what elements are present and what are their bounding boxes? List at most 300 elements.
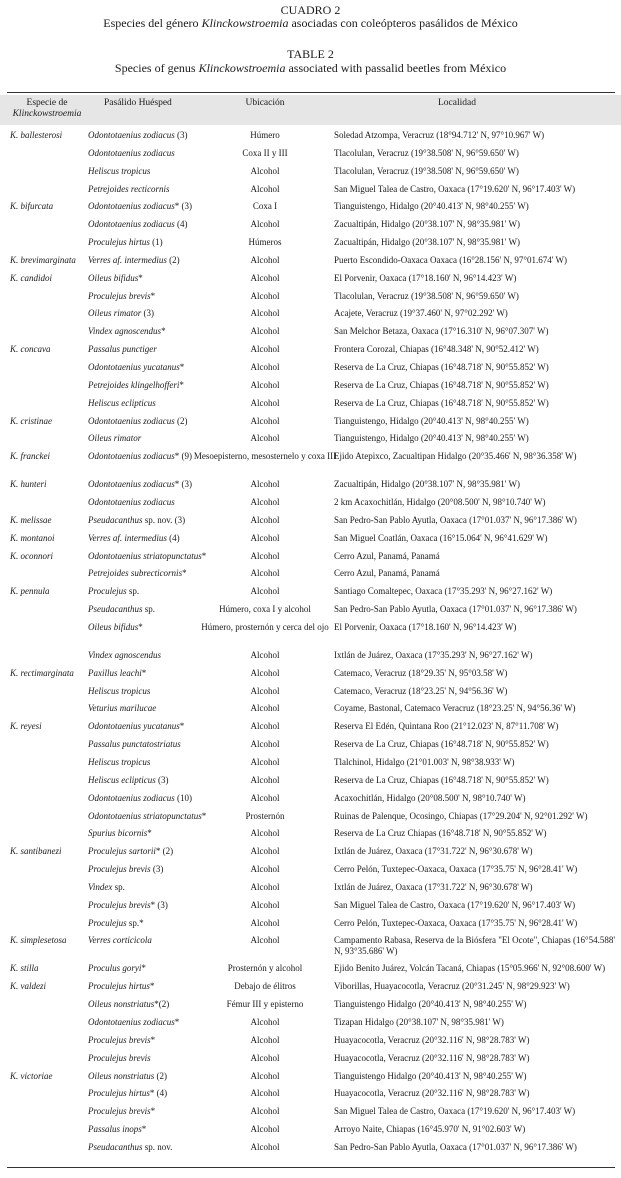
cell-species: K. melissae (10, 514, 52, 525)
cell-host (88, 166, 150, 177)
cell-locality: Ixtlán de Juárez, Oaxaca (17°31.722' N, 96°30.678' W) (334, 846, 533, 857)
host-name: Odontotaenius striatopunctatus (88, 550, 202, 561)
cell-location: Alcohol (250, 1141, 280, 1152)
cell-host (88, 828, 152, 839)
cell-locality: San Miguel Talea de Castro, Oaxaca (17°19.620' N, 96°17.403' W) (334, 183, 576, 194)
cell-locality: El Porvenir, Oaxaca (17°18.160' N, 96°14.423' W) (334, 272, 517, 283)
cell-locality: Tianguistengo Hidalgo (20°40.413' N, 98°40.255' W) (334, 1070, 527, 1081)
host-name: Petrejoides recticornis (88, 183, 170, 194)
cell-locality: Tlacolulan, Veracruz (19°38.508' N, 96°59.650' W) (334, 290, 519, 301)
host-note: * (2) (155, 846, 174, 857)
cell-location: Alcohol (250, 479, 280, 490)
cell-locality: Tlacolulan, Veracruz (19°38.508' N, 96°59.650' W) (334, 165, 519, 176)
table-row (0, 396, 621, 414)
cell-host (88, 273, 143, 284)
cell-host (88, 551, 206, 562)
cell-location: Alcohol (250, 183, 280, 194)
cell-locality: Catemaco, Veracruz (18°29.35' N, 95°03.58' W) (334, 667, 508, 678)
caption-label-es: CUADRO 2 (280, 3, 341, 17)
cell-host (88, 398, 156, 409)
host-note: (2) (174, 415, 188, 426)
table-row (0, 979, 621, 997)
host-note: (3) (150, 864, 164, 875)
table-row (0, 128, 621, 146)
cell-location: Alcohol (250, 881, 280, 892)
host-name: Odontotaenius zodiacus (88, 130, 175, 140)
header-species-line2: Klinckowstroemia (12, 109, 82, 119)
cell-species: K. concava (10, 344, 51, 355)
cell-species: K. rectimarginata (10, 667, 74, 678)
host-name: Oileus bifidus (88, 272, 139, 283)
cell-locality: 2 km Acaxochitlán, Hidalgo (20°08.500' N, 98°10.740' W) (334, 497, 546, 508)
host-name: Oileus bifidus (88, 621, 139, 632)
table-row (0, 449, 621, 477)
cell-host (88, 533, 180, 544)
host-name: Petrejoides klingelhofferi (88, 379, 180, 390)
host-name: Heliscus tropicus (88, 165, 151, 176)
cell-location: Alcohol (250, 415, 280, 426)
table-row (0, 916, 621, 934)
host-name: Odontotaenius zodiacus (88, 479, 175, 490)
host-name: Heliscus eclipticus (88, 774, 156, 785)
table-row (0, 584, 621, 602)
host-name: Proculejus hirtus (88, 237, 150, 248)
host-note: * (147, 828, 152, 839)
header-host: Pasálido Huésped (104, 98, 172, 108)
table-row (0, 898, 621, 916)
host-name: Proculejus brevis (88, 899, 151, 910)
cell-location: Alcohol (250, 397, 280, 408)
host-note: (3) (141, 308, 155, 319)
host-name: Oileus rimator (88, 308, 142, 319)
host-name: Pseudacanthus (88, 514, 143, 525)
cell-location: Alcohol (250, 433, 280, 444)
cell-species: K. santibanezi (10, 846, 62, 857)
host-note: * (179, 361, 185, 372)
host-note: (4) (174, 219, 188, 230)
host-note: sp. nov. (142, 1141, 173, 1152)
cell-location: Alcohol (250, 550, 280, 561)
host-name: Heliscus eclipticus (88, 397, 156, 408)
cell-locality: Huayacocotla, Veracruz (20°32.116' N, 98°28.783' W) (334, 1088, 530, 1099)
host-name: Proculejus brevis (88, 1034, 151, 1045)
cell-locality: Arroyo Naite, Chiapas (16°45.970' N, 91°02.603' W) (334, 1124, 526, 1135)
table-row (0, 414, 621, 432)
cell-host (88, 308, 154, 319)
cell-location: Alcohol (250, 326, 280, 337)
cell-location: Mesoepisterno, mesosternelo y coxa III (193, 451, 337, 462)
host-name: Odontotaenius zodiacus (88, 497, 175, 508)
cell-location: Alcohol (250, 685, 280, 696)
host-name: Oileus nonstriatus (88, 1070, 155, 1081)
cell-location: Húmero, prosternón y cerca del ojo (201, 621, 329, 632)
host-note: * (9) (174, 451, 192, 462)
cell-host (88, 622, 143, 633)
host-name: Passalus punctatostriatus (88, 739, 181, 750)
cell-locality: Reserva El Edén, Quintana Roo (21°12.023' N, 87°11.708' W) (334, 721, 559, 732)
cell-species: K. ballesterosi (10, 130, 63, 140)
cell-location: Alcohol (250, 1016, 280, 1027)
table-row (0, 324, 621, 342)
host-note: (4) (166, 532, 180, 543)
cell-location: Alcohol (250, 774, 280, 785)
host-note: *(2) (154, 999, 170, 1010)
cell-location: Prosternón y alcohol (227, 963, 303, 974)
cell-host (88, 1088, 167, 1099)
cell-host (88, 864, 163, 875)
table-row (0, 549, 621, 567)
host-name: Pseudacanthus (88, 1141, 143, 1152)
cell-locality: San Melchor Betaza, Oaxaca (17°16.310' N, 96°07.307' W) (334, 326, 549, 337)
cell-location: Alcohol (250, 649, 280, 660)
cell-host (88, 935, 152, 946)
cell-locality: Reserva de La Cruz, Chiapas (16°48.718' N, 90°55.852' W) (334, 739, 549, 750)
cell-locality: Tlacolulan, Veracruz (19°38.508' N, 96°59.650' W) (334, 147, 519, 158)
cell-location: Alcohol (250, 667, 280, 678)
cell-species: K. franckei (10, 451, 50, 462)
host-name: Proculejus hirtus (88, 981, 150, 992)
cell-location: Húmeros (248, 237, 282, 248)
cell-location: Húmero, coxa I y alcohol (219, 604, 311, 615)
caption-text: associated with passalid beetles from México (285, 61, 507, 75)
table-row (0, 146, 621, 164)
cell-locality: Ejido Benito Juárez, Volcán Tacaná, Chiapas (15°05.966' N, 92°08.600' W) (334, 963, 606, 974)
cell-location: Prosternón (245, 810, 285, 821)
cell-host (88, 1071, 167, 1082)
host-name: Verres af. intermedius (88, 532, 167, 543)
host-note: * (150, 290, 156, 301)
cell-host (88, 148, 175, 159)
cell-host (88, 981, 154, 992)
cell-locality: Huayacocotla, Veracruz (20°32.116' N, 98°28.783' W) (334, 1052, 530, 1063)
cell-location: Alcohol (250, 1052, 280, 1063)
cell-location: Alcohol (250, 721, 280, 732)
cell-location: Alcohol (250, 532, 280, 543)
cell-species: K. hunteri (10, 479, 47, 490)
caption-title-en (0, 61, 621, 75)
table-row (0, 431, 621, 449)
host-name: Verres af. intermedius (88, 254, 167, 265)
cell-host (88, 757, 150, 768)
cell-location: Alcohol (250, 917, 280, 928)
table-row (0, 961, 621, 979)
host-name: Oileus nonstriatus (88, 999, 155, 1010)
cell-location: Alcohol (250, 379, 280, 390)
cell-host (88, 793, 192, 804)
cell-locality: San Pedro-San Pablo Ayutla, Oaxaca (17°01.037' N, 96°17.386' W) (334, 514, 577, 525)
table-row (0, 253, 621, 271)
host-note: (3) (174, 130, 188, 140)
host-note: * (201, 550, 207, 561)
cell-locality: Ruinas de Palenque, Ocosingo, Chiapas (17°29.204' N, 92°01.292' W) (334, 810, 588, 821)
cell-species: K. stilla (10, 963, 39, 974)
cell-location: Alcohol (250, 703, 280, 714)
cell-host (88, 775, 168, 786)
host-name: Odontotaenius zodiacus (88, 1016, 175, 1027)
cell-locality: El Porvenir, Oaxaca (17°18.160' N, 96°14.423' W) (334, 621, 517, 632)
cell-location: Alcohol (250, 828, 280, 839)
table-row (0, 701, 621, 719)
host-note: sp. (112, 881, 125, 892)
table-row (0, 666, 621, 684)
cell-location: Alcohol (250, 290, 280, 301)
table-row (0, 1015, 621, 1033)
host-note: * (141, 667, 147, 678)
host-note: * (141, 1124, 147, 1135)
cell-locality: Ixtlán de Juárez, Oaxaca (17°31.722' N, 96°30.678' W) (334, 881, 533, 892)
host-note: * (3) (174, 479, 192, 490)
cell-host (88, 1106, 155, 1117)
cell-species: K. pennula (10, 586, 50, 597)
cell-species: K. victoriae (10, 1070, 53, 1081)
cell-location: Alcohol (250, 1088, 280, 1099)
cell-locality: Reserva de La Cruz Chiapas (16°48.718' N, 90°55.852' W) (334, 828, 547, 839)
cell-location: Alcohol (250, 165, 280, 176)
cell-locality: Zacualtipán, Hidalgo (20°38.107' N, 98°35.981' W) (334, 219, 520, 230)
table-row (0, 737, 621, 755)
cell-host (88, 900, 168, 911)
cell-host (88, 326, 166, 337)
table-row (0, 844, 621, 862)
host-note: sp.* (126, 917, 144, 928)
cell-location: Húmero (250, 130, 280, 140)
cell-host (88, 1142, 172, 1153)
table-row (0, 880, 621, 898)
host-name: Passalus punctiger (88, 344, 157, 355)
table-row (0, 513, 621, 531)
table-row (0, 495, 621, 513)
header-species-line1: Especie de (26, 98, 68, 108)
cell-location: Alcohol (250, 568, 280, 579)
caption-genus: Klinckowstroemia (198, 61, 286, 75)
cell-location: Alcohol (250, 219, 280, 230)
host-note: * (150, 1034, 156, 1045)
host-note: sp. nov. (3) (142, 514, 186, 525)
host-note: sp. (126, 586, 140, 597)
cell-host (88, 237, 163, 248)
cell-locality: Tianguistengo, Hidalgo (20°40.413' N, 98°40.255' W) (334, 433, 529, 444)
cell-location: Alcohol (250, 757, 280, 767)
cell-locality: Tizapan Hidalgo (20°38.107' N, 98°35.981' W) (334, 1016, 504, 1027)
cell-host (88, 999, 169, 1010)
cell-species: K. cristinae (10, 415, 52, 426)
cell-species: K. oconnori (10, 550, 54, 561)
cell-host (88, 882, 125, 893)
cell-location: Alcohol (250, 1034, 280, 1045)
host-note: (2) (166, 254, 180, 265)
host-note: * (150, 1106, 156, 1117)
host-note: * (179, 379, 184, 390)
table-row (0, 809, 621, 827)
host-name: Petrejoides subrecticornis (88, 568, 183, 579)
cell-host (88, 479, 192, 490)
table-row (0, 217, 621, 235)
cell-host (88, 1053, 151, 1064)
host-name: Pseudacanthus (88, 604, 143, 615)
cell-location: Alcohol (250, 864, 280, 875)
cell-locality: Reserva de La Cruz, Chiapas (16°48.718' N, 90°55.852' W) (334, 379, 549, 390)
host-note: * (182, 568, 187, 579)
table-row (0, 360, 621, 378)
cell-location: Alcohol (250, 846, 280, 857)
cell-locality: Catemaco, Veracruz (18°23.25' N, 94°56.36' W) (334, 685, 508, 696)
cell-location: Alcohol (250, 1070, 280, 1081)
cell-host (88, 604, 155, 615)
table-top-rule (7, 92, 615, 93)
cell-host (88, 497, 175, 508)
cell-host (88, 451, 192, 462)
cell-host (88, 586, 139, 597)
header-species (7, 98, 87, 120)
host-note: * (174, 1016, 180, 1027)
cell-location: Alcohol (250, 1106, 280, 1117)
table-row (0, 306, 621, 324)
table-row (0, 791, 621, 809)
table-row (0, 1104, 621, 1122)
table-row (0, 755, 621, 773)
cell-location: Alcohol (250, 514, 280, 525)
host-name: Odontotaenius zodiacus (88, 219, 175, 230)
table-row (0, 378, 621, 396)
caption-genus: Klinckowstroemia (201, 16, 289, 30)
table-row (0, 1140, 621, 1158)
cell-locality: Cerro Azul, Panamá, Panamá (334, 550, 440, 561)
table-row (0, 566, 621, 584)
cell-locality: Viborillas, Huayacocotla, Veracruz (20°31.245' N, 98°29.923' W) (334, 981, 570, 992)
table-row (0, 933, 621, 961)
cell-species: K. brevimarginata (10, 254, 76, 265)
host-name: Odontotaenius yucatanus (88, 361, 180, 372)
cell-locality: Zacualtipán, Hidalgo (20°38.107' N, 98°35.981' W) (334, 237, 520, 248)
host-name: Proculejus brevis (88, 290, 151, 301)
host-name: Oileus rimator (88, 433, 142, 444)
host-name: Odontotaenius zodiacus (88, 201, 175, 212)
host-name: Proculejus (88, 917, 127, 928)
cell-location: Debajo de élitros (234, 981, 296, 992)
cell-location: Coxa I (252, 201, 278, 212)
cell-location: Alcohol (250, 1124, 280, 1135)
host-name: Verres corticicola (88, 935, 152, 946)
host-name: Proculejus brevis (88, 864, 151, 875)
cell-location: Alcohol (250, 344, 280, 355)
caption-text: Species of genus (114, 61, 199, 75)
host-name: Proculejus brevis (88, 1106, 151, 1117)
cell-locality: Soledad Atzompa, Veracruz (18°94.712' N, 97°10.967' W) (334, 130, 545, 140)
table-row (0, 531, 621, 549)
cell-host (88, 362, 184, 373)
host-name: Heliscus tropicus (88, 757, 151, 767)
host-note: * (141, 963, 146, 974)
cell-host (88, 219, 188, 230)
table-row (0, 1086, 621, 1104)
cell-location: Alcohol (250, 792, 280, 803)
cell-host (88, 433, 141, 444)
host-name: Proculus goryi (88, 963, 142, 974)
cell-locality: Huayacocotla, Veracruz (20°32.116' N, 98°28.783' W) (334, 1034, 530, 1045)
host-note: * (3) (150, 899, 168, 910)
cell-species: K. candidoi (10, 272, 52, 283)
host-note: (10) (174, 792, 192, 803)
cell-host (88, 416, 188, 427)
cell-location: Alcohol (250, 308, 280, 319)
host-note: * (161, 326, 166, 337)
cell-locality: Reserva de La Cruz, Chiapas (16°48.718' N, 90°55.852' W) (334, 774, 549, 785)
cell-host (88, 255, 180, 266)
cell-locality: Tianguistengo Hidalgo (20°40.413' N, 98°40.255' W) (334, 999, 527, 1010)
cell-host (88, 291, 155, 302)
host-name: Odontotaenius zodiacus (88, 147, 175, 158)
host-name: Proculejus hirtus (88, 1088, 150, 1099)
cell-locality: Reserva de La Cruz, Chiapas (16°48.718' N, 90°55.852' W) (334, 397, 549, 408)
caption-title-es (0, 16, 621, 30)
table-row (0, 719, 621, 737)
cell-location: Alcohol (250, 739, 280, 750)
cell-locality: Zacualtipán, Hidalgo (20°38.107' N, 98°35.981' W) (334, 479, 520, 490)
header-location: Ubicación (245, 98, 285, 108)
cell-location: Alcohol (250, 899, 280, 910)
table-row (0, 862, 621, 880)
host-note: * (138, 621, 143, 632)
cell-locality: Cerro Pelón, Tuxtepec-Oaxaca, Oaxaca (17°35.75' N, 96°28.41' W) (334, 917, 578, 928)
table-row (0, 182, 621, 200)
host-note: * (3) (174, 201, 192, 212)
cell-locality: Reserva de La Cruz, Chiapas (16°48.718' N, 90°55.852' W) (334, 361, 549, 372)
cell-host (88, 703, 156, 714)
cell-locality: Ixtlán de Juárez, Oaxaca (17°35.293' N, 96°27.162' W) (334, 649, 533, 660)
cell-locality: Coyame, Bastonal, Catemaco Veracruz (18°23.25' N, 94°56.36' W) (334, 703, 576, 714)
host-note: * (201, 810, 207, 821)
cell-location: Coxa II y III (242, 147, 288, 158)
table-row (0, 620, 621, 648)
cell-location: Fémur III y episterno (226, 999, 304, 1010)
host-name: Odontotaenius zodiacus (88, 451, 175, 462)
host-name: Proculejus sartorii (88, 846, 156, 857)
cell-locality: Puerto Escondido-Oaxaca Oaxaca (16°28.156' N, 97°01.674' W) (334, 254, 567, 265)
cell-location: Alcohol (250, 586, 280, 597)
table-row (0, 648, 621, 666)
cell-host (88, 1035, 155, 1046)
host-note: * (138, 272, 143, 283)
cell-location: Alcohol (250, 272, 280, 283)
host-note: (3) (155, 774, 169, 785)
host-name: Proculejus brevis (88, 1052, 151, 1063)
cell-host (88, 130, 188, 141)
table-row (0, 271, 621, 289)
cell-locality: San Pedro-San Pablo Ayutla, Oaxaca (17°01.037' N, 96°17.386' W) (334, 604, 577, 615)
host-name: Veturius marilucae (88, 703, 157, 714)
cell-location: Alcohol (250, 935, 280, 946)
cell-species: K. simplesetosa (10, 935, 67, 946)
cell-host (88, 515, 185, 526)
host-name: Heliscus tropicus (88, 685, 151, 696)
table-row (0, 602, 621, 620)
cell-host (88, 201, 192, 212)
cell-host (88, 846, 173, 857)
cell-locality: Frontera Corozal, Chiapas (16°48.348' N, 90°52.412' W) (334, 344, 539, 355)
host-note: * (179, 721, 185, 732)
table-row (0, 1122, 621, 1140)
cell-locality: Santiago Comaltepec, Oaxaca (17°35.293' N, 96°27.162' W) (334, 586, 553, 597)
cell-host (88, 184, 170, 195)
host-name: Vindex (88, 881, 113, 892)
host-name: Odontotaenius zodiacus (88, 415, 175, 426)
cell-locality: San Miguel Talea de Castro, Oaxaca (17°19.620' N, 96°17.403' W) (334, 1106, 576, 1117)
cell-host (88, 568, 187, 579)
cell-host (88, 1017, 179, 1028)
table-row (0, 289, 621, 307)
table-row (0, 477, 621, 495)
host-note: * (4) (149, 1088, 168, 1099)
